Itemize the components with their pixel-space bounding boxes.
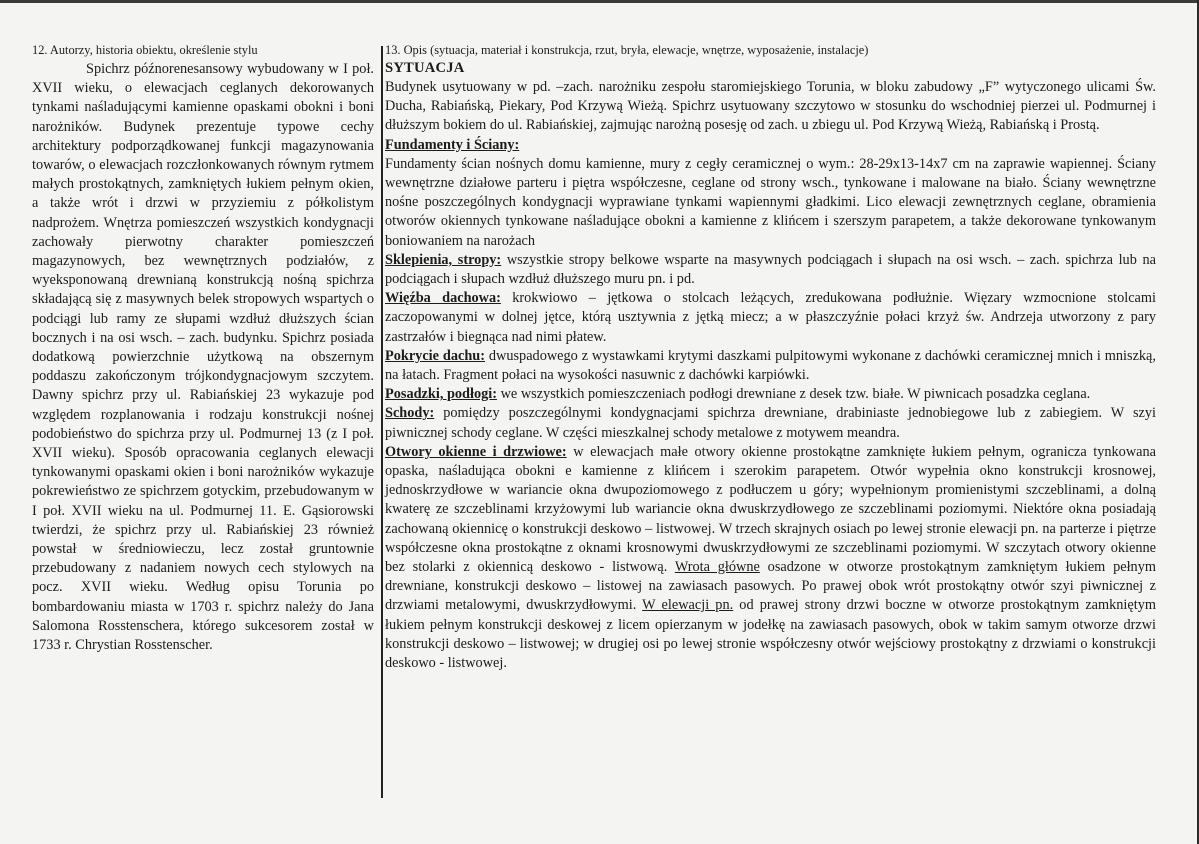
- otwory-paragraph: [385, 443, 1156, 673]
- wiezba-text: krokwiowo – jętkowa o stolcach leżących, zredukowana podłużnie. Więzary wzmocnione stolcami zaczopowanymi w dolnej jętce, którą usztywnia z jętką miecz; a w płaszczyźnie połaci krzyż św. Andrzeja utworzony z pary zastrzałów i biegnąca nad nimi płatew.: [385, 290, 1156, 345]
- posadzki-paragraph: [385, 385, 1156, 404]
- pokrycie-text: dwuspadowego z wystawkami krytymi daszkami pulpitowymi wykonane z dachówki ceramicznej mnich i mniszką, na łatach. Fragment połaci na wysokości nasuwnic z dachówki karpiówki.: [385, 347, 1156, 384]
- section-12-column: [32, 42, 374, 655]
- otwory-text-3: od prawej strony drzwi boczne w otworze prostokątnym zamkniętym łukiem pełnym konstrukcji deskowej z licem opierzanym w jodełkę na zawiasach pasowych, obok w takim samym otworze drzwi konstrukcji deskowo – listwowej; w drugiej osi po lewej stronie współczesny otwór wejściowy prostokątny z drzwiami o konstrukcji deskowo - listwowej.: [385, 597, 1156, 672]
- wiezba-paragraph: [385, 289, 1156, 347]
- otwory-text-2: osadzone w otworze prostokątnym zamkniętym łukiem pełnym drewniane, konstrukcji deskowo – listowej na zawiasach pasowych. Po prawej obok wrót prostokątny otwór szyi piwnicznej z drzwiami metalowymi, dwuskrzydłowymi.: [385, 559, 1156, 614]
- posadzki-label: Posadzki, podłogi:: [385, 386, 498, 403]
- pokrycie-paragraph: [385, 347, 1156, 385]
- sklepienia-paragraph: [385, 251, 1156, 289]
- fundamenty-paragraph: [385, 136, 1156, 251]
- section-12-header: 12. Autorzy, historia obiektu, określenie stylu: [32, 43, 258, 57]
- sklepienia-label: Sklepienia, stropy:: [385, 251, 502, 268]
- scan-edge-top: [0, 0, 1199, 3]
- column-divider: [381, 46, 383, 798]
- sytuacja-text: Budynek usytuowany w pd. –zach. narożniku zespołu staromiejskiego Torunia, w bloku zabudowy „F” wytyczonego ulicami Św. Ducha, Rabiańską, Piekary, Pod Krzywą Wieżą. Spichrz usytuowany szczytowo w stosunku do wschodniej pierzei ul. Podmurnej i dłuższym bokiem do ul. Rabiańskiej, zajmując narożną posesję od zach. u zbiegu ul. Pod Krzywą Wieżą, Rabiańską i Prostą.: [385, 79, 1156, 134]
- pokrycie-label: Pokrycie dachu:: [385, 347, 485, 364]
- sklepienia-text: wszystkie stropy belkowe wsparte na masywnych podciągach i słupach na osi wsch. – zach. spichrza lub na podciągach i słupach wzdłuż dłuższego muru pn. i pd.: [385, 251, 1156, 288]
- schody-text: pomiędzy poszczególnymi kondygnacjami spichrza drewniane, drabiniaste jednobiegowe lub z zabiegiem. W szyi piwnicznej schody ceglane. W części mieszkalnej schody metalowe z motywem meandra.: [385, 405, 1156, 441]
- sytuacja-heading: SYTUACJA: [385, 60, 465, 76]
- section-13-header: 13. Opis (sytuacja, materiał i konstrukcja, rzut, bryła, elewacje, wnętrze, wyposażenie, instalacje): [385, 43, 869, 57]
- section-12-text: Spichrz późnorenesansowy wybudowany w I poł. XVII wieku, o elewacjach ceglanych dekorowanych tynkami naśladującymi kamienne opaskami obokni i boni narożników. Budynek prezentuje typowe cechy architektury podporządkowanej funkcji magazynowania towarów, o elewacjach rozczłonkowanych równym rytmem małych prostokątnych, zamkniętych łukiem pełnym okien, a także wrót i drzwi w przyziemiu z półkolistym nadprożem. Wnętrza pomieszczeń wszystkich kondygnacji zachowały pierwotny charakter pomieszczeń magazynowych, bez wewnętrznych podziałów, z wyeksponowaną drewnianą konstrukcją nośną spichrza składającą się z masywnych belek stropowych wspartych o podciągi lub ramy ze słupami wzdłuż dłuższych ścian bocznych i na osi wsch. – zach. budynku. Spichrz posiada dodatkową powierzchnie użytkową na obszernym poddaszu zakończonym trójkondygnacjowym szczytem. Dawny spichrz przy ul. Rabiańskiej 23 wykazuje pod względem rozplanowania i rodzaju konstrukcji nośnej podobieństwo do spichrza przy ul. Podmurnej 13 (z I poł. XVII wieku). Sposób opracowania ceglanych elewacji tynkowanymi opaskami okien i boni narożników wykazuje pokrewieństwo ze spichrzem gotyckim, przebudowanym w I poł. XVII wieku na ul. Podmurnej 11. E. Gąsiorowski twierdzi, że spichrz przy ul. Rabiańskiej 23 również powstał w średniowieczu, lecz został gruntownie przebudowany z nadaniem nowych cech stylowych na pocz. XVII wieku. Według opisu Torunia po bombardowaniu miasta w 1703 r. spichrz należy do Jana Salomona Rosstenschera, którego sukcesorem został w 1733 r. Chrystian Rosstenscher.: [32, 61, 374, 654]
- schody-label: Schody:: [385, 405, 435, 422]
- section-12-paragraph: [32, 60, 374, 655]
- posadzki-text: we wszystkich pomieszczeniach podłogi drewniane z desek tzw. białe. W piwnicach posadzka ceglana.: [497, 386, 1091, 403]
- otwory-text-1: w elewacjach małe otwory okienne prostokątne zamknięte łukiem pełnym, ogranicza tynkowana opaska, naśladująca obokni e kamienne z klińcem i szerokim parapetem. Otwór wypełnia okno konstrukcji krosnowej, jednoskrzydłowe w wariancie okna dwupoziomowego z podłuczem u góry; wypełnionym promienistymi szczeblinami, a dolną kwaterę ze szczeblinami krzyżowymi lub wariancie okna dwuskrzydłowego ze szczeblinami poziomymi. Niektóre okna posiadają zachowaną okiennicę o konstrukcji deskowo – listwowej. W trzech skrajnych osiach po lewej stronie elewacji pn. na parterze i piętrze współczesne okna prostokątne z oknami krosnowymi dwuskrzydłowymi ze szczeblinami poziomymi. W szczytach otwory okienne bez stolarki z okiennicą deskowo - listwową.: [385, 443, 1156, 576]
- elewacji-label: W elewacji pn.: [642, 597, 734, 614]
- section-13-column: [385, 42, 1156, 673]
- fundamenty-text: Fundamenty ścian nośnych domu kamienne, mury z cegły ceramicznej o wym.: 28-29x13-14x7 cm na zaprawie wapiennej. Ściany wewnętrzne działowe parteru i piętra współczesne, ceglane od strony wsch., tynkowane i malowane na biało. Ściany wewnętrzne nośne poszczególnych kondygnacji wyprawiane tynkami wapiennymi gładkimi. Lico elewacji zewnętrznych ceglane, obramienia otworów okiennych tynkowane naśladujące obokni a kamienne z klińcem i szerszym parapetem, a także dekorowane tynkowanym boniowaniem na narożach: [385, 155, 1156, 249]
- otwory-label: Otwory okienne i drzwiowe:: [385, 443, 567, 460]
- fundamenty-label: Fundamenty i Ściany:: [385, 136, 520, 153]
- wiezba-label: Więźba dachowa:: [385, 290, 501, 307]
- schody-paragraph: [385, 404, 1156, 442]
- wrota-label: Wrota główne: [674, 559, 760, 576]
